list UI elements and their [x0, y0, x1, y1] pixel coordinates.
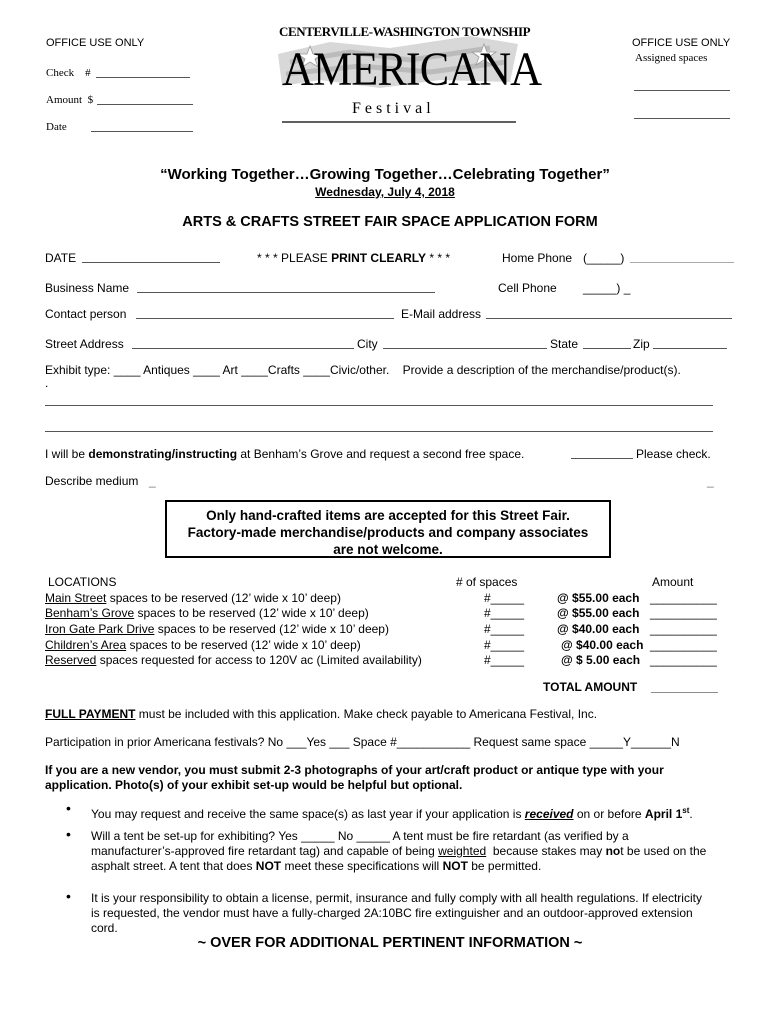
location-price: @ $ 5.00 each [561, 653, 641, 667]
location-amount-field[interactable]: __________ [650, 622, 717, 636]
art-checkbox[interactable]: ____ [193, 363, 220, 377]
contact-person-line[interactable] [136, 318, 394, 319]
location-price: @ $55.00 each [557, 591, 640, 605]
location-row [45, 591, 341, 605]
amount-header: Amount [652, 575, 694, 589]
date-field-line[interactable] [82, 262, 220, 263]
logo-top-text: CENTERVILLE-WASHINGTON TOWNSHIP [279, 24, 531, 39]
spaces-header: # of spaces [456, 575, 518, 589]
prior-participation-row[interactable]: Participation in prior Americana festivals? No ___Yes ___ Space #___________ Request same space _____Y______N [45, 735, 680, 749]
location-spaces-field[interactable]: #_____ [484, 606, 525, 620]
location-name: Children’s Area [45, 638, 127, 652]
cell-phone-label: Cell Phone [498, 281, 557, 295]
street-address-label: Street Address [45, 337, 124, 351]
description-line-1[interactable] [45, 405, 713, 406]
check-line[interactable] [96, 77, 190, 78]
location-amount-field[interactable]: __________ [650, 653, 717, 667]
date-office-line[interactable] [91, 131, 193, 132]
art-label: Art [222, 363, 238, 377]
location-row [45, 653, 422, 667]
amount-line[interactable] [97, 104, 193, 105]
location-row [45, 622, 389, 636]
demonstrating-check-line[interactable] [571, 458, 633, 459]
location-desc: spaces requested for access to 120V ac (Limited availability) [99, 653, 422, 667]
street-address-line[interactable] [132, 348, 354, 349]
bullet-3-text: It is your responsibility to obtain a license, permit, insurance and fully comply with all health regulations. If electricity is requested, the vendor must have a fully-charged 2A:10BC fire extinguisher and an outdoor-approved extension cord. [91, 891, 702, 935]
please-check-label: Please check. [636, 447, 711, 461]
location-amount-field[interactable]: __________ [650, 591, 717, 605]
home-phone-label: Home Phone [502, 251, 573, 265]
email-line[interactable] [486, 318, 732, 319]
city-line[interactable] [383, 348, 547, 349]
bullet-3-marker: • [66, 888, 71, 904]
over-footer: ~ OVER FOR ADDITIONAL PERTINENT INFORMATION ~ [197, 935, 583, 951]
civic-label: Civic/other. [329, 363, 390, 377]
logo-sub-text: F e s t i v a l [352, 100, 431, 117]
notice-line-1: Only hand-crafted items are accepted for this Street Fair. [206, 508, 570, 523]
new-vendor-line-1: If you are a new vendor, you must submit 2-3 photographs of your art/craft product or antique type with your [45, 763, 664, 777]
antiques-label: Antiques [143, 363, 190, 377]
logo-main-text: AMERICANA [282, 43, 542, 96]
demonstrating-statement: I will be demonstrating/instructing at Benham’s Grove and request a second free space. [45, 447, 525, 461]
location-spaces-field[interactable]: #_____ [484, 638, 525, 652]
crafts-checkbox[interactable]: ____ [241, 363, 268, 377]
exhibit-dot: . [45, 376, 49, 390]
location-amount-field[interactable]: __________ [650, 638, 717, 652]
location-desc: spaces to be reserved (12’ wide x 10’ deep) [137, 606, 369, 620]
location-desc: spaces to be reserved (12’ wide x 10’ deep) [129, 638, 361, 652]
zip-line[interactable] [653, 348, 727, 349]
bullet-2-text: Will a tent be set-up for exhibiting? Yes _____ No _____ A tent must be fire retardant (as verified by a manufacturer’s-approved fire retardant tag) and capable of being weighted because stakes may not be used on the asphalt street. A tent that does NOT meet these specifications will NOT be permitted. [91, 829, 707, 873]
description-line-2[interactable] [45, 431, 713, 432]
assigned-line-1[interactable] [634, 90, 730, 91]
civic-checkbox[interactable]: ____ [303, 363, 330, 377]
bullet-1-text: You may request and receive the same space(s) as last year if your application is received on or before April 1st. [91, 806, 693, 821]
email-label: E-Mail address [401, 307, 482, 321]
location-price: @ $55.00 each [557, 606, 640, 620]
location-spaces-field[interactable]: #_____ [484, 622, 525, 636]
business-name-label: Business Name [45, 281, 130, 295]
slogan: “Working Together…Growing Together…Celebrating Together” [160, 166, 610, 183]
describe-medium-end: _ [707, 474, 714, 488]
office-use-right: OFFICE USE ONLY [632, 37, 731, 49]
home-phone-area: (_____) [583, 251, 625, 265]
location-name: Iron Gate Park Drive [45, 622, 155, 636]
describe-medium-start[interactable]: _ [149, 474, 156, 488]
describe-medium-label: Describe medium [45, 474, 139, 488]
state-label: State [550, 337, 579, 351]
amount-label: Amount $ [46, 94, 94, 106]
location-price: @ $40.00 each [561, 638, 644, 652]
home-phone-line[interactable] [630, 262, 734, 263]
check-label: Check # [46, 67, 91, 79]
state-line[interactable] [583, 348, 631, 349]
event-date: Wednesday, July 4, 2018 [315, 185, 455, 199]
crafts-label: Crafts [267, 363, 300, 377]
bullet-2-marker: • [66, 826, 71, 842]
notice-line-2: Factory-made merchandise/products and company associates [187, 525, 589, 540]
location-spaces-field[interactable]: #_____ [484, 653, 525, 667]
total-amount-line[interactable]: __________ [651, 680, 718, 694]
full-payment-statement: FULL PAYMENT must be included with this application. Make check payable to Americana Festival, Inc. [45, 707, 598, 721]
bullet-1-marker: • [66, 800, 71, 816]
exhibit-type-row [45, 363, 681, 377]
locations-header: LOCATIONS [48, 575, 117, 589]
zip-label: Zip [633, 337, 650, 351]
exhibit-type-label: Exhibit type: [45, 363, 111, 377]
location-spaces-field[interactable]: #_____ [484, 591, 525, 605]
location-row [45, 606, 369, 620]
location-price: @ $40.00 each [557, 622, 640, 636]
location-desc: spaces to be reserved (12’ wide x 10’ deep) [109, 591, 341, 605]
location-row [45, 638, 361, 652]
total-amount-label: TOTAL AMOUNT [543, 680, 638, 694]
notice-line-3: are not welcome. [333, 542, 443, 557]
assigned-spaces-label: Assigned spaces [635, 52, 708, 64]
city-label: City [357, 337, 378, 351]
new-vendor-line-2: application. Photo(s) of your exhibit set-up would be helpful but optional. [45, 778, 463, 792]
business-name-line[interactable] [137, 292, 435, 293]
description-prompt: Provide a description of the merchandise/product(s). [402, 363, 681, 377]
contact-person-label: Contact person [45, 307, 127, 321]
handcrafted-notice-box [165, 500, 611, 558]
date-field-label: DATE [45, 251, 77, 265]
location-name: Main Street [45, 591, 107, 605]
antiques-checkbox[interactable]: ____ [113, 363, 141, 377]
location-desc: spaces to be reserved (12’ wide x 10’ deep) [157, 622, 389, 636]
assigned-line-2[interactable] [634, 118, 730, 119]
location-amount-field[interactable]: __________ [650, 606, 717, 620]
print-clearly-note: * * * PLEASE PRINT CLEARLY * * * [257, 251, 450, 265]
form-title: ARTS & CRAFTS STREET FAIR SPACE APPLICATION FORM [182, 214, 598, 230]
location-name: Benham’s Grove [45, 606, 135, 620]
date-office-label: Date [46, 121, 67, 133]
office-use-left: OFFICE USE ONLY [46, 37, 145, 49]
location-name: Reserved [45, 653, 97, 667]
cell-phone-area: _____) _ [583, 281, 631, 295]
americana-festival-logo [270, 22, 542, 130]
